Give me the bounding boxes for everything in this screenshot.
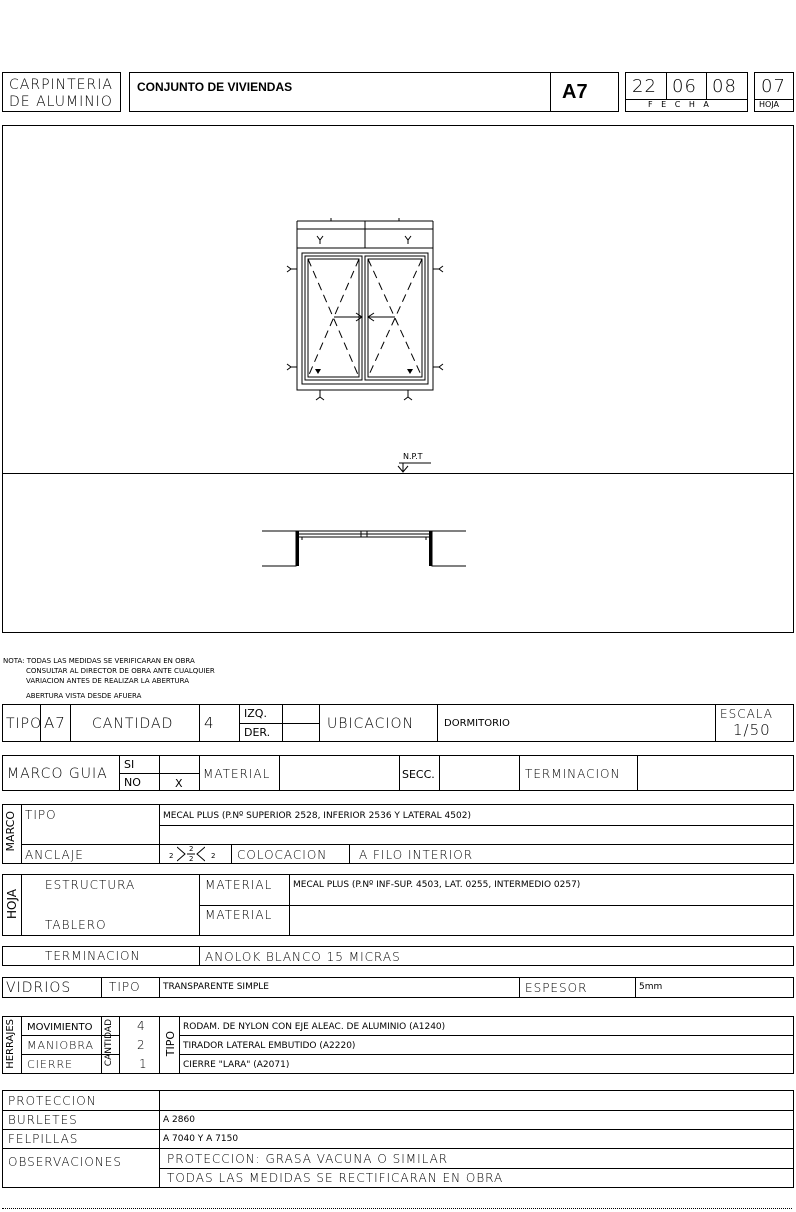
note-line1: NOTA: TODAS LAS MEDIDAS SE VERIFICARAN EN OBRA [3, 657, 195, 665]
izq-label: IZQ. [244, 707, 267, 720]
ubicacion-label: UBICACION [327, 716, 415, 732]
tablero-material-label: MATERIAL [205, 908, 273, 922]
colocacion-label: COLOCACION [237, 848, 328, 862]
burletes-label: BURLETES [8, 1113, 78, 1127]
herrajes-tipo-label: TIPO [164, 1031, 177, 1057]
der-label: DER. [244, 726, 271, 739]
observaciones-line1: PROTECCION: GRASA VACUNA O SIMILAR [167, 1152, 449, 1166]
escala-value: 1/50 [733, 721, 771, 739]
vidrios-tipo-value: TRANSPARENTE SIMPLE [163, 982, 269, 992]
herraje-maniobra-qty: 2 [137, 1038, 146, 1052]
burletes-value: A 2860 [163, 1115, 195, 1125]
marco-block [2, 804, 794, 864]
herrajes-side-label: HERRAJES [5, 1019, 16, 1069]
vidrios-label: VIDRIOS [6, 980, 72, 996]
marco-guia-label: MARCO GUIA [7, 766, 108, 782]
no-label: NO [124, 776, 141, 789]
no-mark: X [175, 777, 183, 790]
project-title: CONJUNTO DE VIVIENDAS [137, 80, 293, 94]
cantidad-value: 4 [204, 714, 215, 732]
vidrios-tipo-label: TIPO [109, 980, 141, 994]
material-label: MATERIAL [203, 767, 271, 781]
marco-guia-row [2, 755, 794, 791]
tablero-label: TABLERO [45, 918, 107, 932]
herraje-maniobra-name: MANIOBRA [27, 1039, 95, 1052]
npt-label: N.P.T [403, 452, 423, 461]
terminacion-row-label: TERMINACION [45, 949, 141, 963]
herraje-cierre-qty: 1 [139, 1057, 148, 1071]
tipo-label: TIPO [6, 716, 43, 732]
ubicacion-value: DORMITORIO [444, 718, 510, 729]
vidrios-row [2, 977, 794, 998]
estructura-material-label: MATERIAL [205, 878, 273, 892]
note-line2: CONSULTAR AL DIRECTOR DE OBRA ANTE CUALQUIER [26, 667, 215, 675]
bottom-dotted-line [2, 1208, 792, 1209]
marco-tipo-label: TIPO [25, 808, 57, 822]
hoja-label: HOJA [759, 100, 780, 109]
company-line1: CARPINTERIA [9, 77, 113, 93]
sheet-number: 07 [761, 76, 786, 97]
herraje-cierre-desc: CIERRE "LARA" (A2071) [183, 1060, 290, 1070]
anclaje-label: ANCLAJE [25, 848, 84, 862]
observaciones-label: OBSERVACIONES [8, 1155, 122, 1169]
fecha-label: F E C H A [648, 100, 712, 109]
hoja-side-label: HOJA [5, 889, 19, 920]
date-year: 08 [712, 76, 737, 97]
herraje-movimiento-qty: 4 [137, 1019, 146, 1033]
tipo-value: A7 [44, 714, 66, 732]
bottom-block [2, 1090, 794, 1188]
si-label: SI [124, 758, 135, 771]
terminacion-value: ANOLOK BLANCO 15 MICRAS [205, 950, 401, 964]
date-day: 22 [632, 76, 657, 97]
anclaje-a: 2 [169, 852, 174, 860]
proteccion-label: PROTECCION [8, 1094, 97, 1108]
herraje-movimiento-desc: RODAM. DE NYLON CON EJE ALEAC. DE ALUMINIO (A1240) [183, 1022, 446, 1032]
cantidad-label: CANTIDAD [92, 716, 174, 732]
note-line3: VARIACION ANTES DE REALIZAR LA ABERTURA [26, 677, 189, 685]
note-line4: ABERTURA VISTA DESDE AFUERA [26, 692, 142, 700]
company-line2: DE ALUMINIO [9, 94, 113, 110]
herraje-cierre-name: CIERRE [27, 1058, 74, 1071]
marco-side-label: MARCO [4, 811, 17, 852]
estructura-material-value: MECAL PLUS (P.Nº INF-SUP. 4503, LAT. 0255, INTERMEDIO 0257) [293, 880, 581, 890]
colocacion-value: A FILO INTERIOR [359, 848, 474, 862]
herrajes-block [2, 1016, 794, 1074]
secc-label: SECC. [402, 768, 435, 781]
terminacion-row [2, 946, 794, 966]
date-month: 06 [672, 76, 697, 97]
tipo-row [2, 704, 794, 742]
marco-tipo-value: MECAL PLUS (P.Nº SUPERIOR 2528, INFERIOR 2536 Y LATERAL 4502) [163, 811, 471, 821]
anclaje-d: 2 [211, 852, 216, 860]
felpillas-value: A 7040 Y A 7150 [163, 1134, 239, 1144]
estructura-label: ESTRUCTURA [45, 878, 136, 892]
escala-label: ESCALA [720, 707, 773, 721]
felpillas-label: FELPILLAS [8, 1132, 79, 1146]
herraje-movimiento-name: MOVIMIENTO [27, 1022, 93, 1033]
drawing-code: A7 [562, 81, 588, 103]
espesor-value: 5mm [639, 982, 663, 992]
herrajes-cantidad-label: CANTIDAD [104, 1019, 114, 1067]
anclaje-b: 2 [189, 845, 194, 853]
terminacion-label: TERMINACION [525, 767, 621, 781]
observaciones-line2: TODAS LAS MEDIDAS SE RECTIFICARAN EN OBRA [167, 1171, 504, 1185]
espesor-label: ESPESOR [525, 981, 588, 995]
anclaje-c: 2 [189, 855, 194, 863]
hoja-block [2, 874, 794, 936]
herraje-maniobra-desc: TIRADOR LATERAL EMBUTIDO (A2220) [183, 1041, 356, 1051]
